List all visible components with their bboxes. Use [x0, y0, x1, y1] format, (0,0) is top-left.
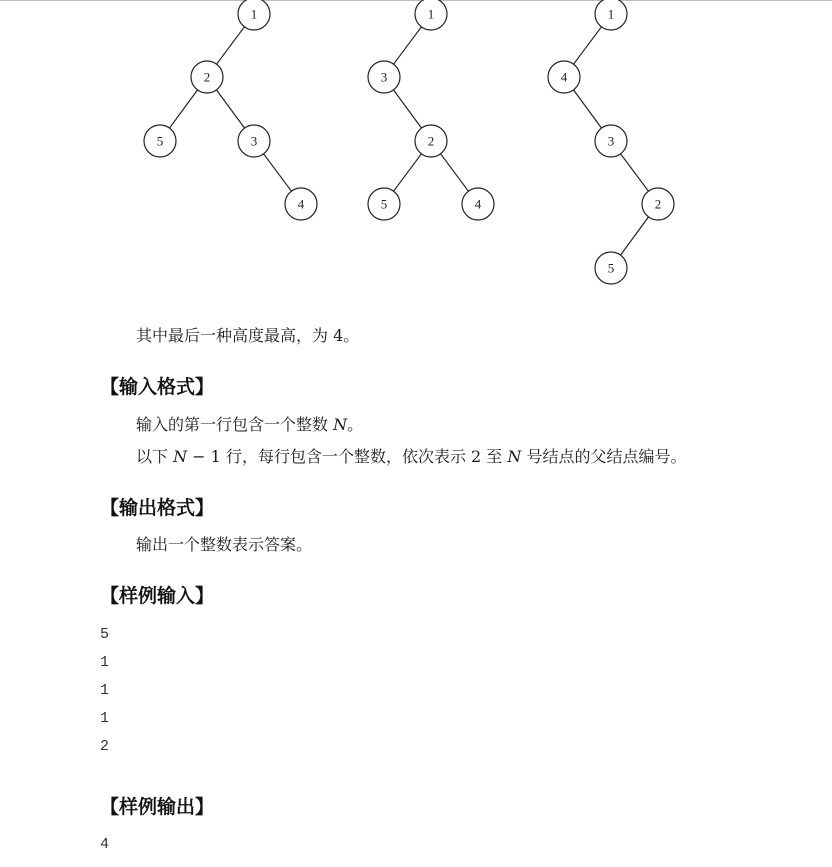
sample-output-line: 4: [100, 836, 110, 853]
tree-3: [548, 0, 674, 284]
tree-edge: [441, 154, 469, 191]
sample-input-line: 5: [100, 626, 110, 643]
text: − 1 行，每行包含一个整数，依次表示 2 至: [187, 447, 508, 466]
output-format-heading: 【输出格式】: [100, 497, 215, 519]
tree-node-label: 1: [250, 6, 258, 22]
variable-n: N: [507, 447, 522, 466]
text: 输入的第一行包含一个整数: [136, 415, 334, 434]
variable-n: N: [333, 415, 348, 434]
tree-node-label: 2: [203, 69, 211, 85]
tree-node-label: 4: [560, 69, 568, 85]
sample-output-heading: 【样例输出】: [100, 796, 215, 818]
tree-edge: [264, 154, 292, 191]
tree-edge: [574, 27, 602, 64]
tree-node-label: 1: [607, 6, 615, 22]
sample-input-line: 1: [100, 710, 110, 727]
tree-node-label: 3: [607, 133, 615, 149]
tree-2: [368, 0, 494, 220]
tree-node-label: 2: [654, 196, 662, 212]
output-format-line-1: 输出一个整数表示答案。: [136, 535, 313, 554]
binary-tree-figure: [0, 0, 832, 290]
input-format-heading: 【输入格式】: [100, 376, 215, 398]
tree-edge: [169, 90, 197, 128]
tree-edge: [216, 90, 244, 128]
text: 以下: [136, 447, 174, 466]
tree-node-label: 5: [380, 196, 388, 212]
tree-edge: [394, 154, 422, 191]
conclusion-text: 其中最后一种高度最高，为 4。: [136, 326, 360, 345]
tree-node-label: 3: [380, 69, 388, 85]
input-format-line-2: [136, 447, 686, 467]
input-format-line-1: [136, 415, 363, 435]
tree-edge: [573, 90, 601, 128]
tree-node-label: 5: [156, 133, 164, 149]
text: 号结点的父结点编号。: [521, 447, 687, 466]
sample-input-line: 1: [100, 682, 110, 699]
sample-input-line: 1: [100, 654, 110, 671]
tree-node-label: 3: [250, 133, 258, 149]
tree-edge: [621, 154, 649, 191]
tree-edge: [394, 27, 422, 64]
tree-node-label: 2: [427, 133, 435, 149]
tree-node-label: 4: [474, 196, 482, 212]
tree-node-label: 5: [607, 260, 615, 276]
tree-edge: [217, 27, 245, 64]
tree-1: [144, 0, 317, 220]
tree-node-label: 4: [297, 196, 305, 212]
tree-edge: [393, 90, 421, 128]
sample-input-line: 2: [100, 738, 110, 755]
tree-node-label: 1: [427, 6, 435, 22]
sample-input-heading: 【样例输入】: [100, 585, 215, 607]
variable-n: N: [173, 447, 188, 466]
tree-edge: [620, 217, 648, 255]
text: 。: [347, 415, 364, 434]
